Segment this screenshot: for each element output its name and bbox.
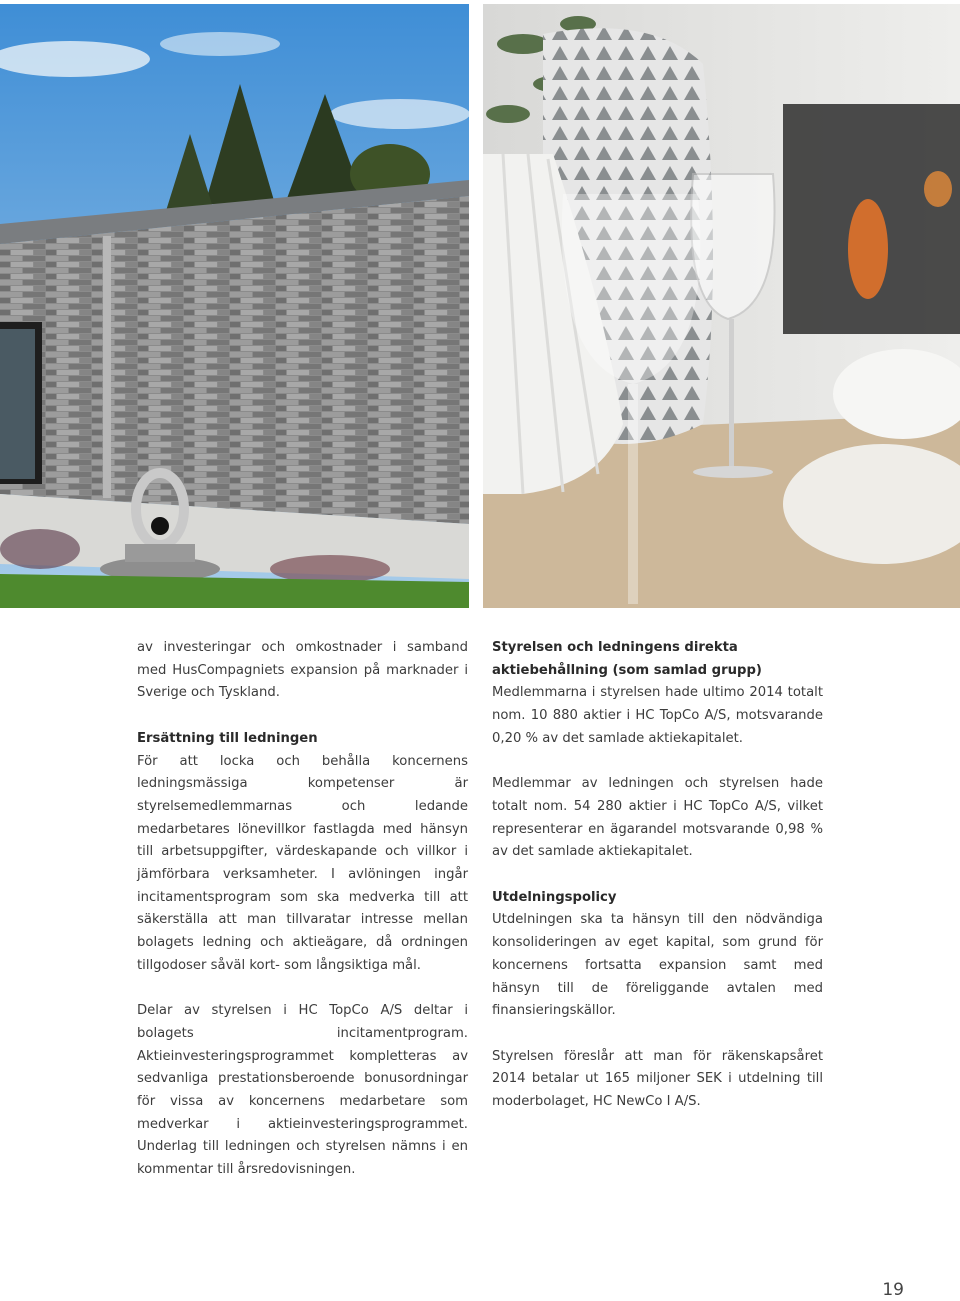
page-number: 19 [882,1280,904,1300]
heading-aktiebehallning: Styrelsen och ledningens direkta aktiebehållning (som samlad grupp) [492,640,762,678]
left-paragraph-1: av investeringar och omkostnader i samband med HusCompagniets expansion på marknader i Sverige och Tyskland. [137,640,468,701]
left-paragraph-3: Delar av styrelsen i HC TopCo A/S deltar i bolagets incitamentprogram. Aktieinvesteringsprogrammet kompletteras av sedvanliga prestationsberoende bonusordningar för vissa av koncernens medarbetare som medverkar i aktieinvesteringsprogrammet. Underlag till ledningen och styrelsen nämns i en kommentar till årsredovisningen. [137,1003,468,1178]
vases-wine-glasses-photo [483,4,960,608]
left-text-column [137,637,468,1205]
right-paragraph-1: Medlemmarna i styrelsen hade ultimo 2014 totalt nom. 10 880 aktier i HC TopCo A/S, motsvarande 0,20 % av det samlade aktiekapitalet. [492,685,823,746]
right-paragraph-3: Utdelningen ska ta hänsyn till den nödvändiga konsolideringen av eget kapital, som grund för koncernens fortsatta expansion samt med hänsyn till de föreliggande avtalen med finansieringskällor. [492,912,823,1019]
heading-ersattning: Ersättning till ledningen [137,730,318,746]
right-paragraph-4: Styrelsen föreslår att man för räkenskapsåret 2014 betalar ut 165 miljoner SEK i utdelning till moderbolaget, HC NewCo I A/S. [492,1048,823,1110]
right-paragraph-2: Medlemmar av ledningen och styrelsen hade totalt nom. 54 280 aktier i HC TopCo A/S, vilket representerar en ägarandel motsvarande 0,98 % av det samlade aktiekapitalet. [492,776,823,860]
heading-utdelningspolicy: Utdelningspolicy [492,889,617,905]
left-paragraph-2: För att locka och behålla koncernens ledningsmässiga kompetenser är styrelsemedlemmarnas och ledande medarbetares lönevillkor fastlagda med hänsyn till arbetsuppgifter, värdeskapande och villkor i jämförbara verksamheter. I avlöningen ingår incitamentsprogram som ska medverka till att säkerställa att man tillvaratar intresse mellan bolagets ledning och aktieägare, då ordningen tillgodoser såväl kort- som långsiktiga mål. [137,753,468,973]
right-text-column [492,637,823,1136]
house-brick-wall-photo [0,4,469,608]
